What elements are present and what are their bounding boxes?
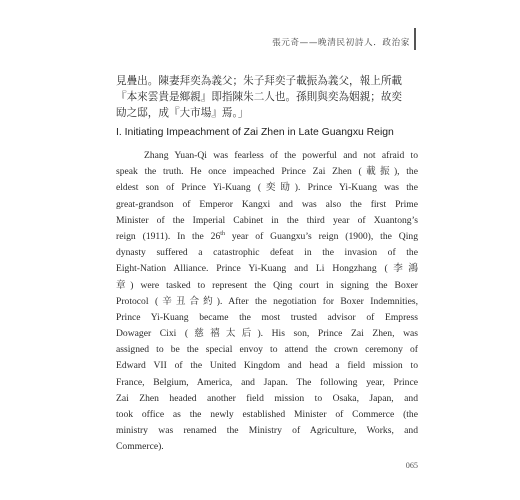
section-heading: I. Initiating Impeachment of Zai Zhen in Late Guangxu Reign [116,127,394,138]
body-line: ministry was renamed the Ministry of Agriculture, Works, and [116,425,418,437]
body-line: great-grandson of Emperor Kangxi and was also the first Prime [116,198,418,210]
page-number: 065 [405,461,418,470]
body-line: Eight-Nation Alliance. Prince Yi-Kuang and Li Hongzhang (李鴻 [116,263,418,275]
chinese-line: 『本來雲貴是鄉親』即指陳朱二人也。孫則與奕為姻親；故奕 [116,90,403,103]
body-line: Edward VII of the United Kingdom and head a field mission to [116,360,418,372]
chinese-paragraph [116,74,416,121]
body-line-part: year of Guangxu’s reign (1900), the Qing [224,230,418,242]
body-line: took office as the newly established Minister of Commerce (the [116,409,418,420]
body-line: Commerce). [116,441,164,453]
body-line-part: reign (1911). In the 26 [116,230,221,242]
body-line: 章) were tasked to represent the Qing court in signing the Boxer [116,279,418,291]
body-line: Zhang Yuan-Qi was fearless of the powerful and not afraid to [144,150,418,161]
body-line: assigned to be the special envoy to attend the crown ceremony of [116,344,418,356]
ordinal-superscript: th [220,230,225,237]
header-rule [414,28,416,50]
body-line: Protocol (辛丑合約). After the negotiation for Boxer Indemnities, [116,295,418,307]
body-paragraph [116,148,418,456]
body-line [116,229,418,245]
running-header: 張元奇——晚清民初詩人．政治家 [272,38,410,48]
chinese-line: 見疊出。陳妻拜奕為義父；朱子拜奕子載振為義父，報上所載 [116,75,403,87]
chinese-line: 劻之邸，成『大市場』焉。」 [116,106,249,119]
body-line: Minister of the Imperial Cabinet in the third year of Xuantong’s [116,214,418,226]
body-line: Prince Yi-Kuang became the most trusted advisor of Empress [116,311,418,323]
body-line: eldest son of Prince Yi-Kuang (奕劻). Prince Yi-Kuang was the [116,182,418,194]
body-line: France, Belgium, America, and Japan. The following year, Prince [116,376,418,388]
body-line: dynasty suffered a catastrophic defeat in the invasion of the [116,247,418,259]
body-line: Dowager Cixi (慈禧太后). His son, Prince Zai Zhen, was [116,328,418,340]
body-line: Zai Zhen headed another field mission to Osaka, Japan, and [116,392,418,404]
body-line: speak the truth. He once impeached Prince Zai Zhen (載振), the [116,166,418,178]
